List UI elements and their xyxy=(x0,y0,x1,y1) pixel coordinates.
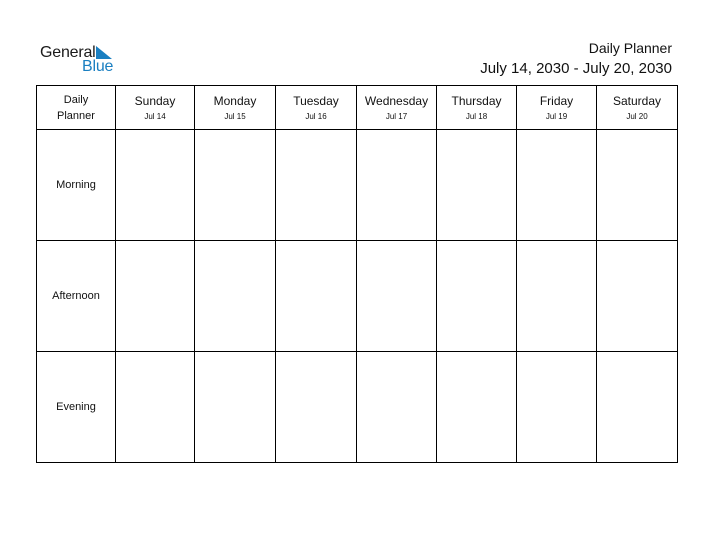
planner-cell[interactable] xyxy=(517,241,597,352)
day-date: Jul 19 xyxy=(545,111,568,121)
planner-cell[interactable] xyxy=(195,241,276,352)
planner-cell[interactable] xyxy=(357,130,437,241)
planner-cell[interactable] xyxy=(437,352,517,463)
corner-label-line2: Planner xyxy=(57,109,95,122)
page-title: Daily Planner xyxy=(588,40,672,56)
day-header-friday xyxy=(517,86,597,130)
corner-cell xyxy=(37,86,116,130)
day-name: Saturday xyxy=(612,93,662,108)
day-name: Tuesday xyxy=(293,93,339,108)
day-date: Jul 16 xyxy=(305,111,327,121)
planner-cell[interactable] xyxy=(195,352,276,463)
planner-cell[interactable] xyxy=(116,352,195,463)
planner-cell[interactable] xyxy=(357,241,437,352)
planner-cell[interactable] xyxy=(597,352,678,463)
day-date: Jul 20 xyxy=(626,111,648,121)
day-header-wednesday xyxy=(357,86,437,130)
logo-text-general: General xyxy=(40,44,96,61)
day-header-thursday xyxy=(437,86,517,130)
planner-cell[interactable] xyxy=(195,130,276,241)
planner-cell[interactable] xyxy=(437,241,517,352)
corner-label-line1: Daily xyxy=(63,93,89,106)
brand-logo xyxy=(40,43,120,77)
day-date: Jul 15 xyxy=(224,111,246,121)
planner-cell[interactable] xyxy=(276,352,357,463)
day-name: Wednesday xyxy=(364,93,429,108)
planner-cell[interactable] xyxy=(116,241,195,352)
day-header-tuesday xyxy=(276,86,357,130)
day-date: Jul 14 xyxy=(144,111,166,121)
planner-cell[interactable] xyxy=(357,352,437,463)
day-header-sunday xyxy=(116,86,195,130)
planner-cell[interactable] xyxy=(276,241,357,352)
planner-cell[interactable] xyxy=(597,241,678,352)
day-header-monday xyxy=(195,86,276,130)
day-name: Friday xyxy=(539,93,574,108)
planner-cell[interactable] xyxy=(517,352,597,463)
planner-cell[interactable] xyxy=(116,130,195,241)
planner-header xyxy=(480,39,672,79)
day-date: Jul 18 xyxy=(465,111,488,121)
day-name: Sunday xyxy=(134,93,176,108)
row-label-evening: Evening xyxy=(37,352,116,463)
planner-cell[interactable] xyxy=(597,130,678,241)
date-range: July 14, 2030 - July 20, 2030 xyxy=(480,60,672,77)
row-morning xyxy=(37,130,678,241)
header-row xyxy=(37,86,678,130)
planner-cell[interactable] xyxy=(517,130,597,241)
day-name: Monday xyxy=(213,93,257,108)
planner-cell[interactable] xyxy=(437,130,517,241)
day-date: Jul 17 xyxy=(385,111,408,121)
planner-cell[interactable] xyxy=(276,130,357,241)
row-label-afternoon: Afternoon xyxy=(37,241,116,352)
row-evening xyxy=(37,352,678,463)
row-label-morning: Morning xyxy=(37,130,116,241)
logo-text-blue: Blue xyxy=(82,58,114,75)
day-name: Thursday xyxy=(451,93,502,108)
planner-table xyxy=(36,85,678,463)
row-afternoon xyxy=(37,241,678,352)
day-header-saturday xyxy=(597,86,678,130)
